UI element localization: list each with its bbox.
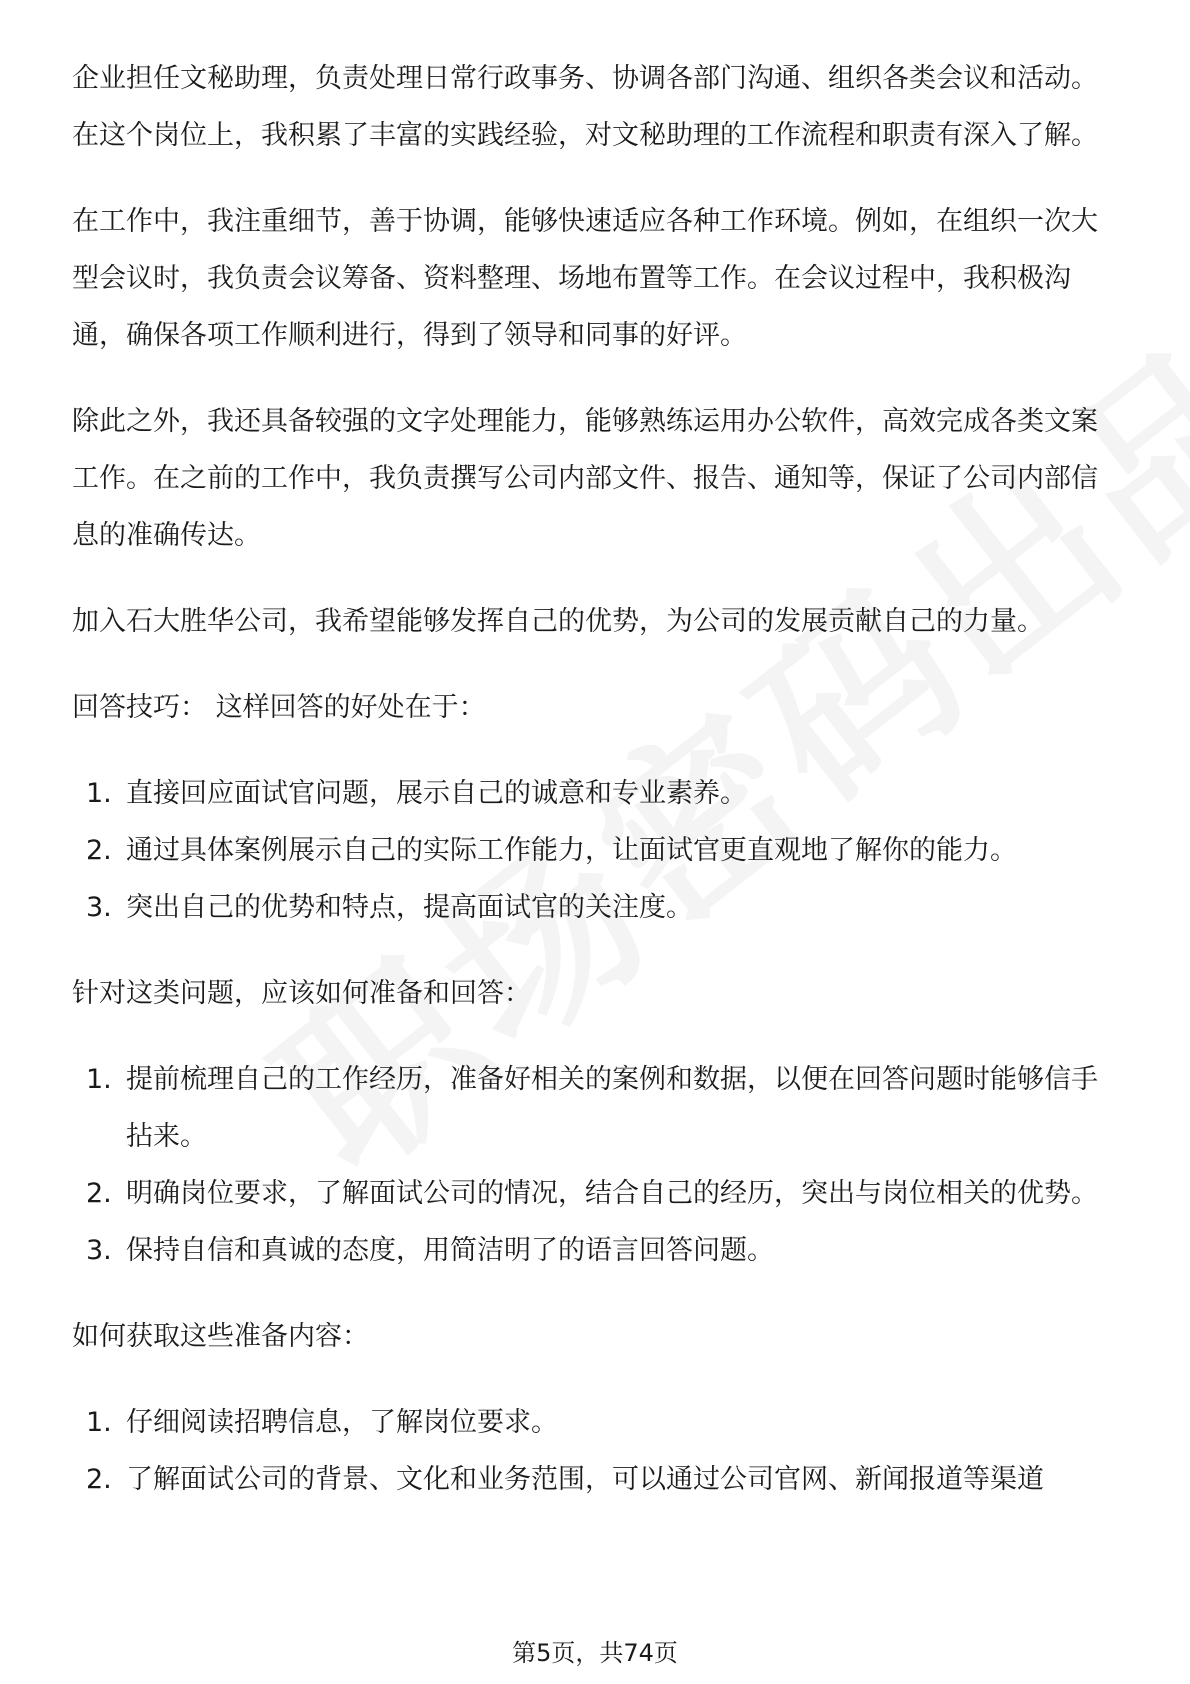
list-item bbox=[72, 1394, 1118, 1451]
prepare-heading: 针对这类问题，应该如何准备和回答： bbox=[72, 978, 531, 1009]
prepare-list bbox=[72, 1051, 1118, 1279]
list-number: 2. bbox=[86, 1464, 112, 1495]
list-item bbox=[72, 1451, 1118, 1508]
list-number: 2. bbox=[86, 1178, 112, 1209]
list-item bbox=[72, 1222, 1118, 1279]
list-item-text: 突出自己的优势和特点，提高面试官的关注度。 bbox=[126, 892, 693, 923]
document-body bbox=[72, 50, 1118, 1537]
list-number: 1. bbox=[86, 778, 112, 809]
list-item-text: 明确岗位要求，了解面试公司的情况，结合自己的经历，突出与岗位相关的优势。 bbox=[126, 1178, 1098, 1209]
list-item-text: 了解面试公司的背景、文化和业务范围，可以通过公司官网、新闻报道等渠道 bbox=[126, 1464, 1044, 1495]
list-number: 2. bbox=[86, 835, 112, 866]
tips-heading: 回答技巧： 这样回答的好处在于： bbox=[72, 692, 486, 723]
list-item-text: 保持自信和真诚的态度，用简洁明了的语言回答问题。 bbox=[126, 1235, 774, 1266]
list-item bbox=[72, 822, 1118, 879]
list-number: 3. bbox=[86, 1235, 112, 1266]
list-item bbox=[72, 1165, 1118, 1222]
paragraph: 加入石大胜华公司，我希望能够发挥自己的优势，为公司的发展贡献自己的力量。 bbox=[72, 606, 1044, 637]
list-item bbox=[72, 765, 1118, 822]
obtain-list bbox=[72, 1394, 1118, 1508]
list-item-text: 提前梳理自己的工作经历，准备好相关的案例和数据，以便在回答问题时能够信手拈来。 bbox=[126, 1064, 1098, 1152]
paragraph: 除此之外，我还具备较强的文字处理能力，能够熟练运用办公软件，高效完成各类文案工作。在之前的工作中，我负责撰写公司内部文件、报告、通知等，保证了公司内部信息的准确传达。 bbox=[72, 406, 1098, 551]
list-number: 3. bbox=[86, 892, 112, 923]
obtain-heading: 如何获取这些准备内容： bbox=[72, 1321, 369, 1352]
list-item-text: 直接回应面试官问题，展示自己的诚意和专业素养。 bbox=[126, 778, 747, 809]
paragraph: 企业担任文秘助理，负责处理日常行政事务、协调各部门沟通、组织各类会议和活动。在这个岗位上，我积累了丰富的实践经验，对文秘助理的工作流程和职责有深入了解。 bbox=[72, 63, 1098, 151]
list-item bbox=[72, 1051, 1118, 1165]
page-footer: 第5页，共74页 bbox=[512, 1639, 678, 1667]
list-number: 1. bbox=[86, 1064, 112, 1095]
list-item bbox=[72, 879, 1118, 936]
list-item-text: 通过具体案例展示自己的实际工作能力，让面试官更直观地了解你的能力。 bbox=[126, 835, 1017, 866]
tips-list bbox=[72, 765, 1118, 936]
paragraph: 在工作中，我注重细节，善于协调，能够快速适应各种工作环境。例如，在组织一次大型会议时，我负责会议筹备、资料整理、场地布置等工作。在会议过程中，我积极沟通，确保各项工作顺利进行，得到了领导和同事的好评。 bbox=[72, 206, 1098, 351]
list-item-text: 仔细阅读招聘信息，了解岗位要求。 bbox=[126, 1407, 558, 1438]
list-number: 1. bbox=[86, 1407, 112, 1438]
